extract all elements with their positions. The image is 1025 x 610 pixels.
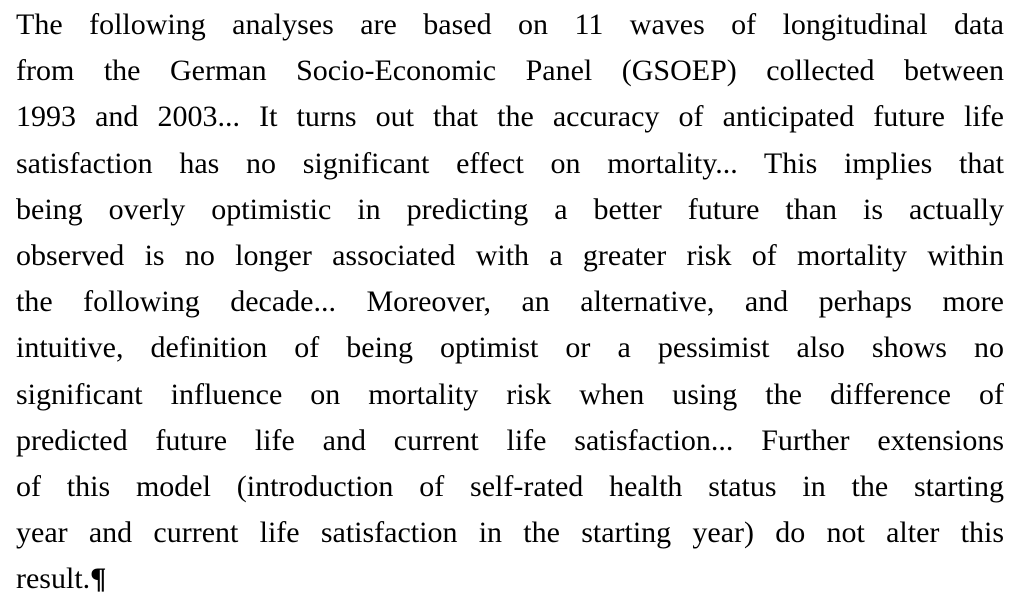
- text-line: satisfaction has no significant effect on mortality... This implies that: [16, 146, 1004, 180]
- body-paragraph: [16, 2, 1004, 603]
- text-line: being overly optimistic in predicting a better future than is actually: [16, 192, 1004, 226]
- text-line: year and current life satisfaction in the starting year) do not alter this: [16, 516, 1004, 550]
- text-line: observed is no longer associated with a greater risk of mortality within: [16, 239, 1004, 273]
- text-line: 1993 and 2003... It turns out that the accuracy of anticipated future life: [16, 100, 1004, 134]
- text-line: predicted future life and current life satisfaction... Further extensions: [16, 423, 1004, 457]
- text-line: of this model (introduction of self-rated health status in the starting: [16, 470, 1004, 504]
- text-line: significant influence on mortality risk when using the difference of: [16, 377, 1004, 411]
- text-line: intuitive, definition of being optimist or a pessimist also shows no: [16, 331, 1004, 365]
- text-line: the following decade... Moreover, an alternative, and perhaps more: [16, 285, 1004, 319]
- text-line-last: [16, 556, 1004, 602]
- text-line-content: result.: [16, 562, 91, 596]
- text-line: from the German Socio-Economic Panel (GSOEP) collected between: [16, 54, 1004, 88]
- paragraph-mark: ¶: [90, 562, 107, 596]
- text-line: The following analyses are based on 11 waves of longitudinal data: [16, 8, 1004, 41]
